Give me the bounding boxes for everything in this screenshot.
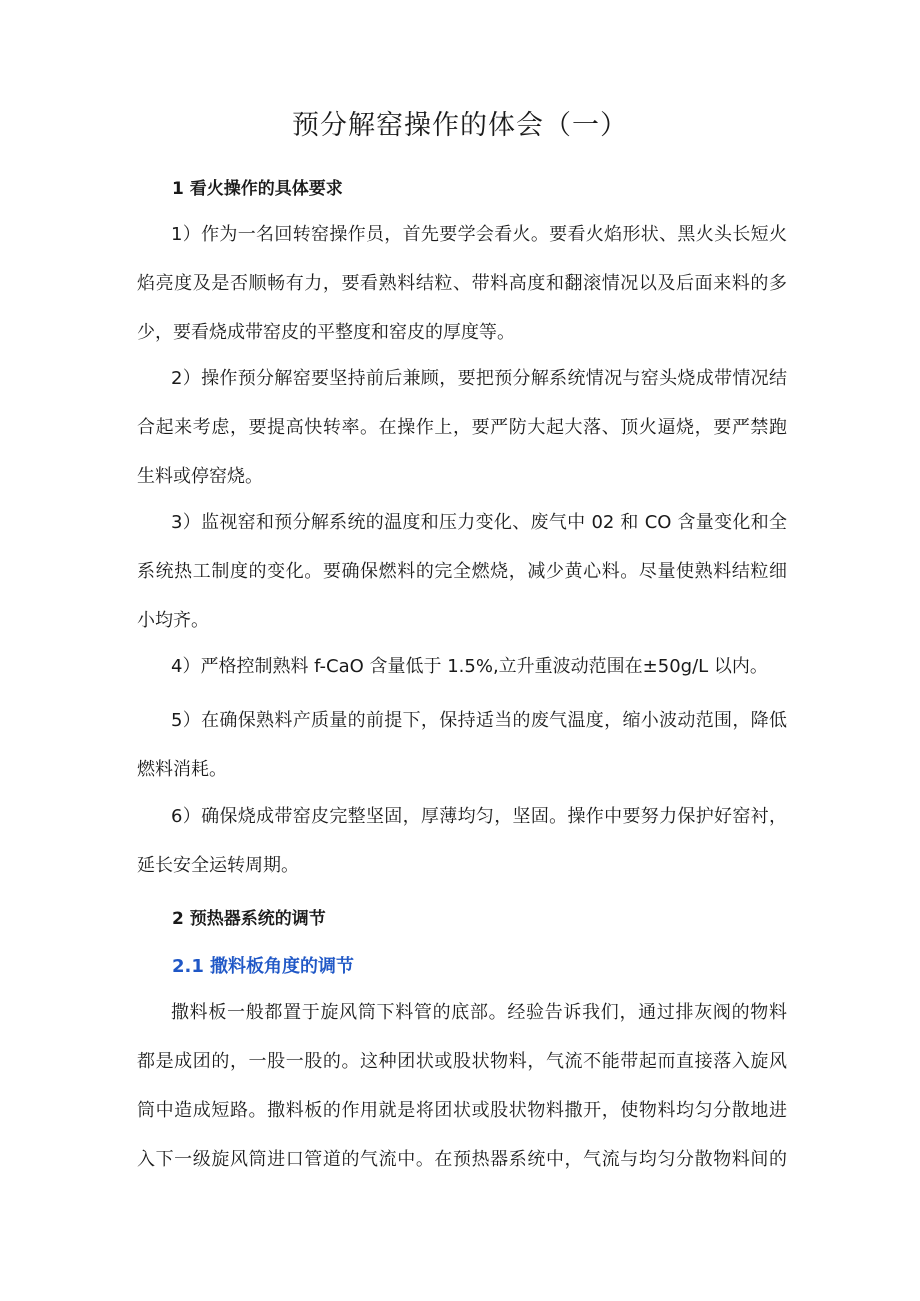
paragraph-line: 燃料消耗。 — [137, 759, 227, 780]
paragraph-subsection-2-1 — [137, 988, 787, 1184]
paragraph-line: 筒中造成短路。撒料板的作用就是将团状或股状物料撒开，使物料均匀分散地进 — [137, 1100, 787, 1121]
paragraph-item-5 — [137, 696, 787, 794]
paragraph-line: 小均齐。 — [137, 610, 209, 631]
paragraph-line: 撒料板一般都置于旋风筒下料管的底部。经验告诉我们，通过排灰阀的物料 — [171, 1002, 787, 1023]
paragraph-line: 都是成团的，一股一股的。这种团状或股状物料，气流不能带起而直接落入旋风 — [137, 1051, 787, 1072]
paragraph-line: 系统热工制度的变化。要确保燃料的完全燃烧，减少黄心料。尽量使熟料结粒细 — [137, 561, 787, 582]
subsection-number: 2.1 — [172, 956, 204, 977]
paragraph-line: 少，要看烧成带窑皮的平整度和窑皮的厚度等。 — [137, 322, 515, 343]
paragraph-item-2 — [137, 354, 787, 501]
section-heading-2: 2 预热器系统的调节 — [172, 909, 326, 929]
paragraph-line: 5）在确保熟料产质量的前提下，保持适当的废气温度，缩小波动范围，降低 — [171, 710, 787, 731]
paragraph-item-3 — [137, 498, 787, 645]
paragraph-item-4 — [137, 642, 787, 691]
paragraph-line: 入下一级旋风筒进口管道的气流中。在预热器系统中，气流与均匀分散物料间的 — [137, 1149, 787, 1170]
page-title: 预分解窑操作的体会（一） — [292, 110, 628, 141]
paragraph-line: 2）操作预分解窑要坚持前后兼顾，要把预分解系统情况与窑头烧成带情况结 — [171, 368, 787, 389]
paragraph-item-6 — [137, 792, 787, 890]
paragraph-line: 生料或停窑烧。 — [137, 466, 263, 487]
section-heading-1: 1 看火操作的具体要求 — [172, 179, 343, 199]
paragraph-line: 1）作为一名回转窑操作员，首先要学会看火。要看火焰形状、黑火头长短火 — [171, 224, 787, 245]
paragraph-line: 4）严格控制熟料 f-CaO 含量低于 1.5%,立升重波动范围在±50g/L 以内。 — [171, 656, 768, 677]
paragraph-item-1 — [137, 210, 787, 357]
paragraph-line: 3）监视窑和预分解系统的温度和压力变化、废气中 02 和 CO 含量变化和全 — [171, 512, 787, 533]
subsection-heading-2-1 — [172, 952, 354, 978]
paragraph-line: 延长安全运转周期。 — [137, 855, 299, 876]
subsection-title: 撒料板角度的调节 — [210, 956, 354, 977]
paragraph-line: 6）确保烧成带窑皮完整坚固，厚薄均匀，坚固。操作中要努力保护好窑衬， — [171, 806, 787, 827]
paragraph-line: 合起来考虑，要提高快转率。在操作上，要严防大起大落、顶火逼烧，要严禁跑 — [137, 417, 787, 438]
paragraph-line: 焰亮度及是否顺畅有力，要看熟料结粒、带料高度和翻滚情况以及后面来料的多 — [137, 273, 787, 294]
